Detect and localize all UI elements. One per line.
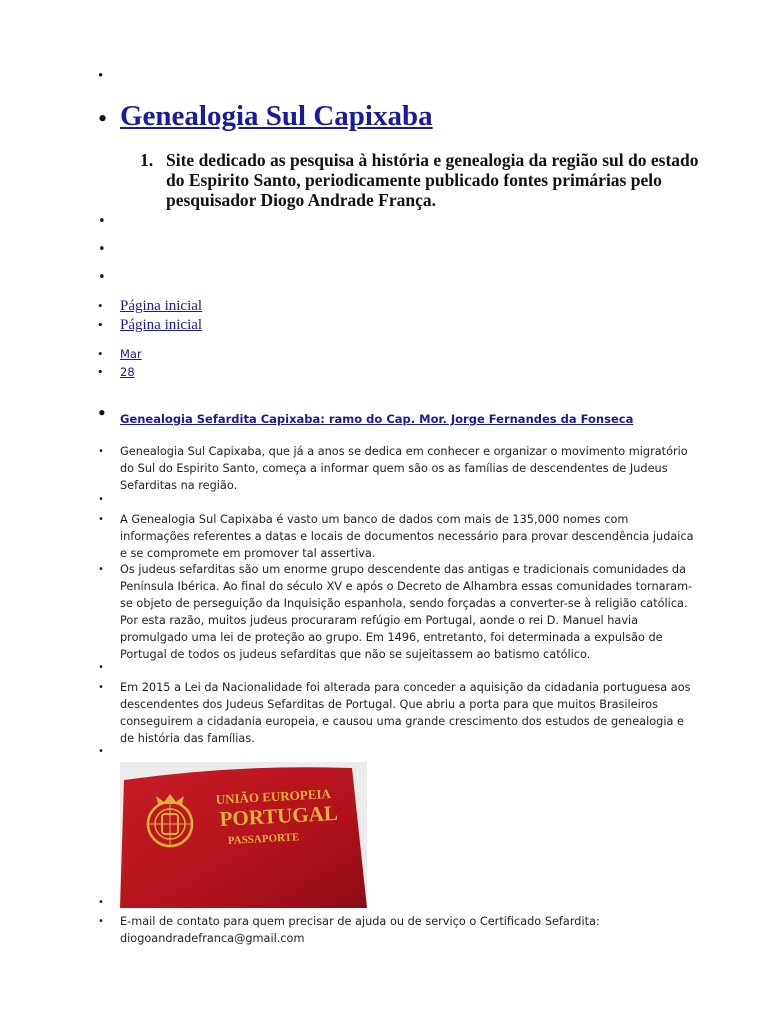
contact-text: E-mail de contato para quem precisar de ajuda ou de serviço o Certificado Sefardita: diogoandradefranca@gmail.com	[120, 915, 600, 945]
post-title-link[interactable]: Genealogia Sefardita Capixaba: ramo do Cap. Mor. Jorge Fernandes da Fonseca	[120, 412, 634, 426]
bullet: •	[98, 446, 104, 457]
empty-list-item: •	[98, 662, 104, 673]
bullet: •	[98, 916, 104, 927]
empty-list-item: •	[98, 214, 106, 229]
bullet: •	[98, 346, 103, 361]
paragraph-text: A Genealogia Sul Capixaba é vasto um banco de dados com mais de 135,000 nomes com informações referentes a datas e locais de documentos necessário para provar descendência judaica e se compromete em promover tal assertiva.	[120, 513, 694, 560]
paragraph-text: Genealogia Sul Capixaba, que já a anos se dedica em conhecer e organizar o movimento migratório do Sul do Espirito Santo, começa a informar quem são os as famílias de descendentes de Judeus Sefarditas na região.	[120, 445, 688, 492]
bullet: •	[98, 514, 104, 525]
passport-line1: UNIÃO EUROPEIA	[215, 785, 332, 807]
nav-link-home[interactable]: Página inicial	[120, 317, 203, 333]
nav-link-home[interactable]: Página inicial	[120, 298, 203, 314]
empty-list-item: •	[98, 897, 104, 908]
post-paragraph	[98, 679, 698, 747]
bullet: •	[98, 104, 108, 133]
bullet: •	[98, 564, 104, 575]
site-title-link[interactable]: Genealogia Sul Capixaba	[120, 100, 433, 132]
post-paragraph	[98, 443, 698, 494]
paragraph-text: Os judeus sefarditas são um enorme grupo descendente das antigas e tradicionais comunidades da Península Ibérica. Ao final do século XV e após o Decreto de Alhambra essas comunidades tornaram-se objeto de perseguição da Inquisição espanhola, sendo forçadas a converter-se à religião católica. Por esta razão, muitos judeus procuraram refúgio em Portugal, aonde o rei D. Manuel havia promulgado uma lei de proteção ao grupo. Em 1496, entretanto, foi determinada a expulsão de Portugal de todos os judeus sefarditas que não se sujeitassem ao batismo católico.	[120, 563, 693, 661]
bullet: •	[98, 682, 104, 693]
passport-line3: PASSAPORTE	[227, 831, 300, 847]
paragraph-text: Em 2015 a Lei da Nacionalidade foi alterada para conceder a aquisição da cidadania portuguesa aos descendentes dos Judeus Sefarditas de Portugal. Que abriu a porta para que muitos Brasileiros conseguirem a cidadania europeia, e causou uma grande crescimento dos estudos de genealogia e de história das famílias.	[120, 681, 691, 745]
date-month-link[interactable]: Mar	[120, 347, 142, 361]
passport-image	[120, 762, 367, 908]
empty-list-item	[98, 68, 108, 86]
bullet: •	[98, 317, 103, 332]
list-number: 1.	[140, 150, 154, 170]
bullet: •	[98, 364, 103, 379]
post-paragraph	[98, 561, 698, 663]
empty-list-item: •	[98, 494, 104, 505]
site-description-text: Site dedicado as pesquisa à história e genealogia da região sul do estado do Espirito Santo, periodicamente publicado fontes primárias pelo pesquisador Diogo Andrade França.	[166, 150, 699, 210]
bullet: •	[98, 298, 103, 313]
empty-list-item: •	[98, 746, 104, 757]
passport-line2: PORTUGAL	[219, 800, 339, 831]
bullet: •	[98, 400, 106, 425]
date-day-link[interactable]: 28	[120, 365, 135, 379]
post-paragraph	[98, 511, 698, 562]
post-paragraph	[98, 913, 698, 947]
empty-list-item: •	[98, 270, 106, 285]
empty-list-item: •	[98, 242, 106, 257]
